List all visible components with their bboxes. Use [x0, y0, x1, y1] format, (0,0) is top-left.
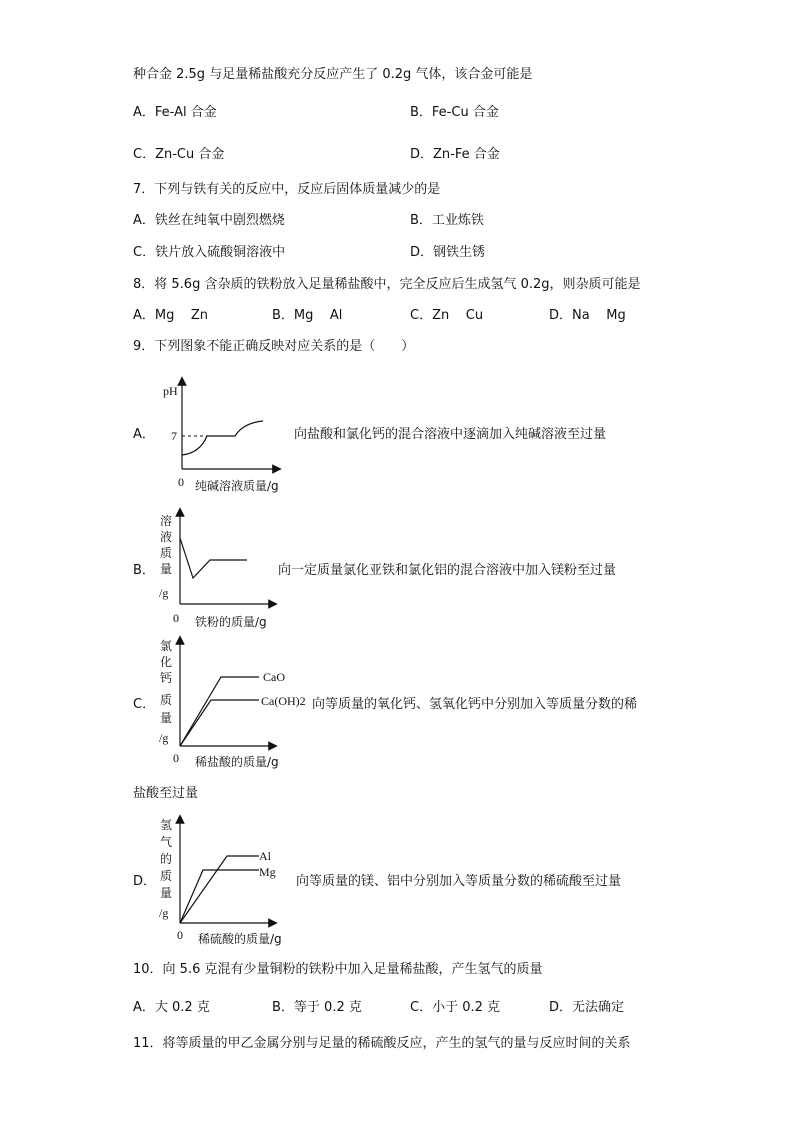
q9c-ylabel-3: 钙: [160, 671, 173, 685]
q7-option-a: A．铁丝在纯氧中剧烈燃烧: [133, 213, 285, 228]
q9d-line-al: [180, 856, 259, 923]
q9c-xlabel: 稀盐酸的质量/g: [195, 755, 279, 769]
q9d-xlabel: 稀硫酸的质量/g: [198, 932, 282, 946]
q9c-line-caoh2: [180, 700, 259, 746]
q9d-origin: 0: [177, 928, 183, 942]
q9c-origin: 0: [173, 751, 179, 765]
q9d-ylabel-6: /g: [159, 906, 169, 920]
q9d-ylabel-2: 气: [160, 835, 173, 849]
q9a-ylabel: pH: [163, 384, 178, 398]
q9c-description: 向等质量的氧化钙、氢氧化钙中分别加入等质量分数的稀: [312, 697, 638, 712]
q9a-origin: 0: [178, 475, 184, 489]
q9c-description-cont: 盐酸至过量: [133, 786, 199, 801]
q9b-description: 向一定质量氯化亚铁和氯化铝的混合溶液中加入镁粉至过量: [278, 563, 617, 578]
q9b-ylabel-1: 溶: [160, 514, 173, 528]
q9b-ylabel-2: 液: [160, 530, 173, 544]
q9d-line-mg: [180, 870, 259, 923]
q7-option-b: B．工业炼铁: [410, 213, 484, 228]
q10-option-c: C．小于 0.2 克: [410, 1000, 501, 1015]
q8-stem: 8．将 5.6g 含杂质的铁粉放入足量稀盐酸中，完全反应后生成氢气 0.2g，则杂质可能是: [133, 277, 641, 292]
q9c-ylabel-5: 量: [160, 711, 173, 725]
q9c-line1-label: CaO: [263, 670, 285, 684]
q9c-ylabel-1: 氯: [160, 639, 173, 653]
q9b-ylabel-5: /g: [159, 586, 169, 600]
q9c-letter: C．: [133, 697, 156, 712]
q7-option-c: C．铁片放入硫酸铜溶液中: [133, 245, 286, 260]
q9a-letter: A．: [133, 427, 155, 442]
q9b-xlabel: 铁粉的质量/g: [195, 615, 267, 629]
q9b-graph: [155, 508, 285, 633]
q8-option-b: B．Mg Al: [272, 308, 343, 323]
q6-option-c: C．Zn-Cu 合金: [133, 147, 225, 162]
q9d-ylabel-5: 量: [160, 886, 173, 900]
q8-option-a: A．Mg Zn: [133, 308, 209, 323]
q9d-line1-label: Al: [259, 849, 271, 863]
q9d-ylabel-1: 氢: [160, 818, 173, 832]
q6-option-a: A．Fe-Al 合金: [133, 105, 217, 120]
q9d-description: 向等质量的镁、铝中分别加入等质量分数的稀硫酸至过量: [296, 874, 622, 889]
q9a-xlabel: 纯碱溶液质量/g: [195, 479, 279, 493]
q9c-graph: [155, 636, 315, 771]
q9b-ylabel-4: 量: [160, 562, 173, 576]
q8-option-d: D．Na Mg: [549, 308, 626, 323]
q6-stem-tail: 种合金 2.5g 与足量稀盐酸充分反应产生了 0.2g 气体，该合金可能是: [133, 67, 533, 82]
q10-stem: 10．向 5.6 克混有少量铜粉的铁粉中加入足量稀盐酸，产生氢气的质量: [133, 962, 543, 977]
q9b-origin: 0: [173, 611, 179, 625]
q9c-ylabel-4: 质: [160, 693, 173, 707]
q9d-ylabel-4: 质: [160, 869, 173, 883]
q9d-ylabel-3: 的: [160, 852, 173, 866]
q10-option-a: A．大 0.2 克: [133, 1000, 210, 1015]
q9c-ylabel-2: 化: [160, 655, 173, 669]
q11-stem: 11．将等质量的甲乙金属分别与足量的稀硫酸反应，产生的氢气的量与反应时间的关系: [133, 1036, 631, 1051]
q10-option-b: B．等于 0.2 克: [272, 1000, 362, 1015]
q9c-line-cao: [180, 677, 259, 746]
q9b-curve: [180, 538, 247, 578]
q9-stem: 9．下列图象不能正确反映对应关系的是（ ）: [133, 339, 415, 354]
q9c-line2-label: Ca(OH)2: [261, 694, 306, 708]
q8-option-c: C．Zn Cu: [410, 308, 484, 323]
q9b-ylabel-3: 质: [160, 546, 173, 560]
q9d-graph: [155, 815, 305, 950]
q10-option-d: D．无法确定: [549, 1000, 625, 1015]
q6-option-b: B．Fe-Cu 合金: [410, 105, 499, 120]
q9a-ytick: 7: [171, 429, 177, 443]
q9a-curve: [182, 421, 263, 455]
q7-stem: 7．下列与铁有关的反应中，反应后固体质量减少的是: [133, 182, 441, 197]
q6-option-d: D．Zn-Fe 合金: [410, 147, 500, 162]
q9a-description: 向盐酸和氯化钙的混合溶液中逐滴加入纯碱溶液至过量: [294, 427, 607, 442]
q7-option-d: D．钢铁生锈: [410, 245, 486, 260]
q9d-letter: D．: [133, 874, 157, 889]
q9c-ylabel-6: /g: [159, 731, 169, 745]
q9b-letter: B．: [133, 563, 155, 578]
q9a-graph: [155, 375, 295, 495]
q9d-line2-label: Mg: [259, 865, 276, 879]
